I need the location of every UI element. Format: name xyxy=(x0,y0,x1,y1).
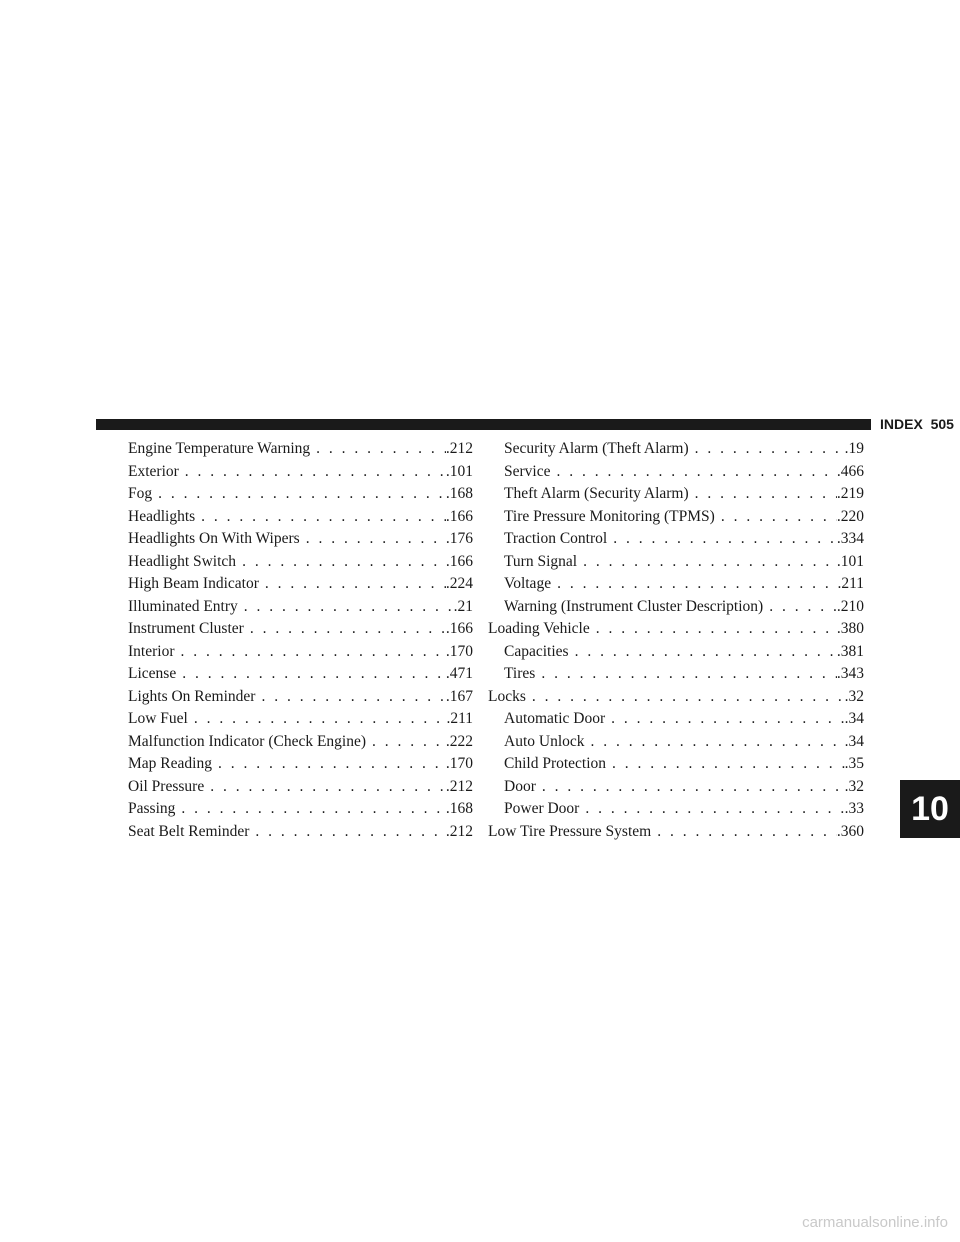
entry-page-number: .381 xyxy=(836,642,864,660)
entry-label: Loading Vehicle xyxy=(488,620,590,637)
entry-label: Interior xyxy=(128,642,175,660)
entry-label: Child Protection xyxy=(504,755,607,772)
entry-page-number: .170 xyxy=(445,642,473,660)
watermark: carmanualsonline.info xyxy=(802,1214,948,1231)
entry-label: Oil Pressure xyxy=(128,777,205,795)
dot-leader xyxy=(577,551,837,574)
dot-leader xyxy=(212,753,446,776)
index-entry xyxy=(488,798,864,821)
index-entry xyxy=(112,798,473,821)
entry-label: Headlights xyxy=(128,507,196,525)
index-entry xyxy=(112,618,473,641)
entry-label: Locks xyxy=(488,687,526,705)
index-entry xyxy=(112,461,473,484)
index-entry xyxy=(488,573,864,596)
index-entry xyxy=(488,596,864,619)
header-rule xyxy=(96,419,871,430)
index-entry xyxy=(112,776,473,799)
dot-leader xyxy=(188,708,447,731)
entry-label: Fog xyxy=(128,485,153,502)
entry-page-number: .168 xyxy=(445,485,473,502)
entry-page-number: .101 xyxy=(445,462,473,480)
dot-leader xyxy=(255,686,445,709)
entry-page-number: .32 xyxy=(844,687,864,705)
entry-label: Warning (Instrument Cluster Description) xyxy=(504,597,764,615)
index-entry xyxy=(112,596,473,619)
entry-page-number: .343 xyxy=(836,665,864,682)
index-entry xyxy=(112,483,473,506)
dot-leader xyxy=(152,483,446,506)
dot-leader xyxy=(579,798,844,821)
entry-page-number: .380 xyxy=(836,620,864,637)
entry-page-number: .224 xyxy=(445,575,473,592)
dot-leader xyxy=(689,438,845,461)
entry-page-number: .222 xyxy=(445,732,473,750)
dot-leader xyxy=(605,708,844,731)
entry-page-number: .33 xyxy=(844,800,864,817)
dot-leader xyxy=(715,506,837,529)
entry-label: Automatic Door xyxy=(504,710,606,727)
entry-label: Seat Belt Reminder xyxy=(128,822,250,840)
entry-label: Map Reading xyxy=(128,755,212,772)
index-entry xyxy=(112,731,473,754)
dot-leader xyxy=(300,528,446,551)
entry-page-number: .34 xyxy=(844,732,864,750)
entry-label: Malfunction Indicator (Check Engine) xyxy=(128,732,367,750)
index-entry xyxy=(488,686,864,709)
entry-label: Door xyxy=(504,777,536,795)
entry-page-number: .101 xyxy=(836,552,864,570)
header-page-number: 505 xyxy=(930,416,954,432)
index-entry xyxy=(488,461,864,484)
chapter-tab: 10 xyxy=(900,780,960,838)
entry-page-number: .211 xyxy=(837,575,864,592)
entry-label: Passing xyxy=(128,800,176,817)
entry-page-number: .210 xyxy=(836,597,864,615)
entry-page-number: .211 xyxy=(446,710,473,727)
entry-label: Instrument Cluster xyxy=(128,620,244,637)
entry-label: Traction Control xyxy=(504,530,608,547)
index-entry xyxy=(112,708,473,731)
dot-leader xyxy=(651,821,837,844)
dot-leader xyxy=(607,528,837,551)
entry-label: Headlight Switch xyxy=(128,552,237,570)
dot-leader xyxy=(238,596,454,619)
entry-page-number: .34 xyxy=(844,710,864,727)
index-entry xyxy=(112,686,473,709)
entry-label: Voltage xyxy=(504,575,552,592)
index-entry xyxy=(488,776,864,799)
entry-page-number: .19 xyxy=(844,440,864,457)
dot-leader xyxy=(236,551,446,574)
dot-leader xyxy=(569,641,837,664)
entry-label: High Beam Indicator xyxy=(128,575,259,592)
entry-label: Auto Unlock xyxy=(504,732,585,750)
index-entry xyxy=(488,731,864,754)
entry-page-number: .166 xyxy=(445,552,473,570)
dot-leader xyxy=(176,663,446,686)
dot-leader xyxy=(175,798,446,821)
dot-leader xyxy=(244,618,446,641)
entry-label: Lights On Reminder xyxy=(128,687,256,705)
index-entry xyxy=(488,438,864,461)
entry-label: Illuminated Entry xyxy=(128,597,238,615)
entry-page-number: .212 xyxy=(445,822,473,840)
dot-leader xyxy=(366,731,446,754)
index-entry xyxy=(488,753,864,776)
dot-leader xyxy=(249,821,445,844)
header-section: INDEX xyxy=(880,416,923,432)
entry-label: Power Door xyxy=(504,800,580,817)
entry-label: Low Fuel xyxy=(128,710,188,727)
entry-page-number: .360 xyxy=(836,822,864,840)
index-entry xyxy=(488,708,864,731)
index-entry xyxy=(112,663,473,686)
entry-label: Engine Temperature Warning xyxy=(128,440,311,457)
entry-page-number: .32 xyxy=(844,777,864,795)
entry-page-number: .168 xyxy=(445,800,473,817)
entry-page-number: .176 xyxy=(445,530,473,547)
dot-leader xyxy=(259,573,446,596)
entry-page-number: .166 xyxy=(445,620,473,637)
index-entry xyxy=(488,528,864,551)
entry-page-number: .334 xyxy=(836,530,864,547)
dot-leader xyxy=(551,573,837,596)
entry-page-number: .220 xyxy=(836,507,864,525)
entry-label: Theft Alarm (Security Alarm) xyxy=(504,485,689,502)
dot-leader xyxy=(536,776,845,799)
index-entry xyxy=(112,528,473,551)
entry-page-number: .166 xyxy=(445,507,473,525)
dot-leader xyxy=(535,663,837,686)
index-column-right xyxy=(488,438,864,843)
entry-page-number: .466 xyxy=(836,462,864,480)
dot-leader xyxy=(195,506,446,529)
entry-label: Low Tire Pressure System xyxy=(488,822,652,840)
entry-label: Turn Signal xyxy=(504,552,578,570)
entry-label: Exterior xyxy=(128,462,179,480)
entry-label: Tire Pressure Monitoring (TPMS) xyxy=(504,507,715,525)
entry-page-number: .219 xyxy=(836,485,864,502)
index-column-left xyxy=(112,438,473,843)
entry-label: Tires xyxy=(504,665,536,682)
index-entry xyxy=(488,483,864,506)
entry-page-number: .35 xyxy=(844,755,864,772)
running-header xyxy=(880,414,960,434)
dot-leader xyxy=(606,753,845,776)
dot-leader xyxy=(550,461,836,484)
dot-leader xyxy=(763,596,837,619)
dot-leader xyxy=(526,686,845,709)
index-entry xyxy=(112,506,473,529)
entry-page-number: .167 xyxy=(445,687,473,705)
entry-page-number: .21 xyxy=(453,597,473,615)
entry-label: Security Alarm (Theft Alarm) xyxy=(504,440,689,457)
index-entry xyxy=(488,506,864,529)
dot-leader xyxy=(204,776,446,799)
index-entry xyxy=(112,573,473,596)
entry-label: Capacities xyxy=(504,642,569,660)
index-entry xyxy=(112,438,473,461)
dot-leader xyxy=(590,618,837,641)
dot-leader xyxy=(310,438,446,461)
index-entry xyxy=(112,753,473,776)
entry-label: Headlights On With Wipers xyxy=(128,530,300,547)
entry-label: License xyxy=(128,665,177,682)
index-entry xyxy=(112,551,473,574)
index-entry xyxy=(488,551,864,574)
dot-leader xyxy=(689,483,837,506)
dot-leader xyxy=(179,461,446,484)
entry-label: Service xyxy=(504,462,551,480)
index-entry xyxy=(112,641,473,664)
entry-page-number: .170 xyxy=(445,755,473,772)
entry-page-number: .471 xyxy=(445,665,473,682)
entry-page-number: .212 xyxy=(445,777,473,795)
entry-page-number: .212 xyxy=(445,440,473,457)
index-entry xyxy=(488,618,864,641)
index-entry xyxy=(112,821,473,844)
index-entry xyxy=(488,821,864,844)
index-entry xyxy=(488,663,864,686)
dot-leader xyxy=(174,641,445,664)
dot-leader xyxy=(585,731,845,754)
index-entry xyxy=(488,641,864,664)
